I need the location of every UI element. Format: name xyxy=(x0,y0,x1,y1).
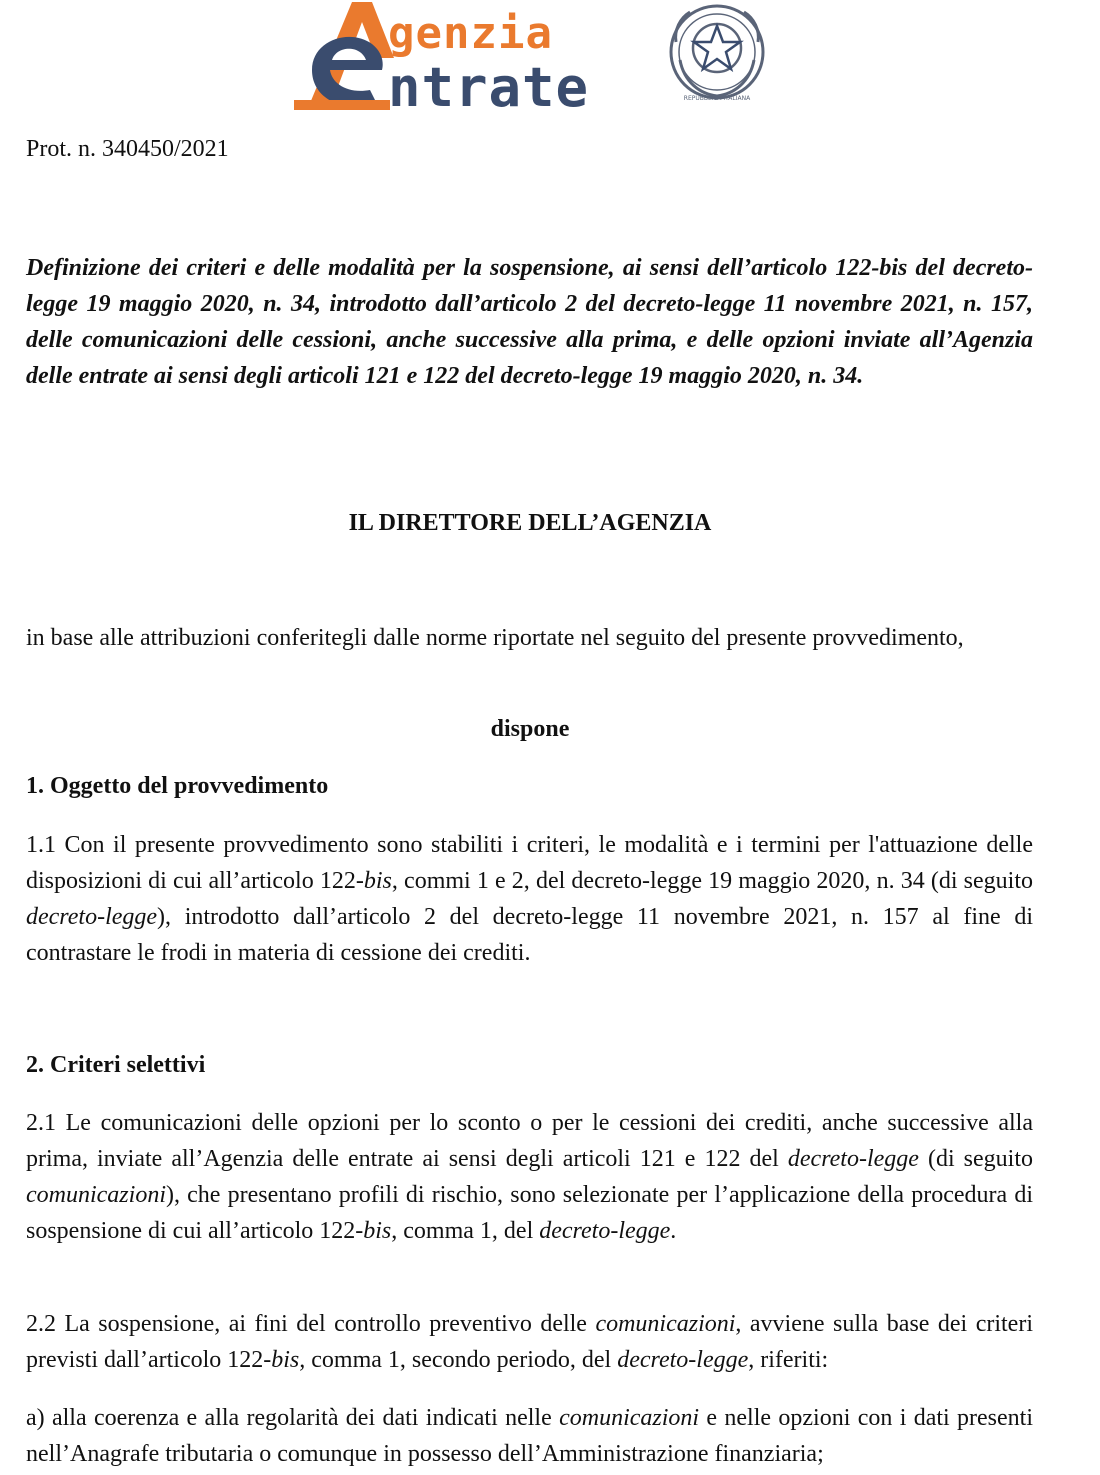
text-run-italic: bis xyxy=(363,868,392,894)
dispone-heading: dispone xyxy=(490,716,570,742)
text-run-italic: decreto-legge xyxy=(787,1146,919,1172)
text-run: (di seguito xyxy=(918,1146,1033,1172)
text-run: 2.1 Le comunicazioni delle opzioni per lo sconto o per le cessioni dei crediti, anche successive alla prima, inviate all’Agenzia delle entrate ai sensi degli articoli 121 e 122 del xyxy=(26,1110,1033,1172)
text-run-italic: comunicazioni xyxy=(595,1311,736,1337)
italian-republic-emblem-icon xyxy=(666,2,768,106)
text-run-italic: bis, xyxy=(271,1347,306,1373)
agenzia-entrate-logo-icon xyxy=(290,0,400,118)
section-1-heading: 1. Oggetto del provvedimento xyxy=(26,773,329,799)
text-run: 2.2 La sospensione, ai fini del controllo preventivo delle xyxy=(26,1311,596,1337)
section-2-item-a xyxy=(26,1400,1033,1472)
text-run: comma 1, secondo periodo, del xyxy=(305,1347,618,1373)
logo-word-genzia: genzia xyxy=(388,8,553,59)
text-run-italic: bis xyxy=(363,1218,392,1244)
text-run-italic: decreto-legge xyxy=(26,904,158,930)
section-2-paragraph-1 xyxy=(26,1105,1033,1249)
header-logo xyxy=(0,0,1100,118)
text-run-italic: decreto-legge xyxy=(539,1218,671,1244)
intro-paragraph: in base alle attribuzioni conferitegli dalle norme riportate nel seguito del presente provvedimento, xyxy=(26,625,964,651)
text-run: ), introdotto dall’articolo 2 del decreto-legge 11 novembre 2021, n. 157 al fine di contrastare le frodi in materia di cessione dei crediti. xyxy=(26,904,1033,966)
text-run: . xyxy=(670,1218,677,1244)
text-run: ), che presentano profili di rischio, sono selezionate per l’applicazione della procedura di sospensione di cui all’articolo 122- xyxy=(26,1182,1033,1244)
section-2-heading: 2. Criteri selettivi xyxy=(26,1052,206,1078)
emblem-text: REPUBBLICA ITALIANA xyxy=(683,95,751,102)
text-run-italic: comunicazioni xyxy=(26,1182,166,1208)
logo-word-ntrate: ntrate xyxy=(388,56,590,119)
document-title: Definizione dei criteri e delle modalità per la sospensione, ai sensi dell’articolo 122-bis del decreto-legge 19 maggio 2020, n. 34, introdotto dall’articolo 2 del decreto-legge 11 novembre 2021, n. 157, delle comunicazioni delle cessioni, anche successive alla prima, e delle opzioni inviate all’Agenzia delle entrate ai sensi degli articoli 121 e 122 del decreto-legge 19 maggio 2020, n. 34. xyxy=(26,255,1033,389)
section-2-paragraph-2 xyxy=(26,1306,1033,1378)
text-run: , commi 1 e 2, del decreto-legge 19 maggio 2020, n. 34 (di seguito xyxy=(391,868,1034,894)
section-1-paragraph-1 xyxy=(26,827,1033,971)
protocol-number: Prot. n. 340450/2021 xyxy=(26,136,229,162)
text-run: , riferiti: xyxy=(748,1347,829,1373)
text-run: 1.1 Con il presente provvedimento sono stabiliti i criteri, le modalità e i termini per l'attuazione delle disposizioni di cui all’articolo 122- xyxy=(26,832,1033,894)
text-run: a) alla coerenza e alla regolarità dei dati indicati nelle xyxy=(26,1405,560,1431)
director-heading: IL DIRETTORE DELL’AGENZIA xyxy=(348,510,712,536)
text-run: e nelle opzioni con i dati presenti nell’Anagrafe tributaria o comunque in possesso dell’Amministrazione finanziaria; xyxy=(26,1405,1034,1467)
text-run: , avviene sulla base dei criteri previsti dall’articolo 122- xyxy=(26,1311,1033,1373)
text-run-italic: decreto-legge xyxy=(617,1347,749,1373)
text-run: , comma 1, del xyxy=(391,1218,540,1244)
text-run-italic: comunicazioni xyxy=(559,1405,700,1431)
